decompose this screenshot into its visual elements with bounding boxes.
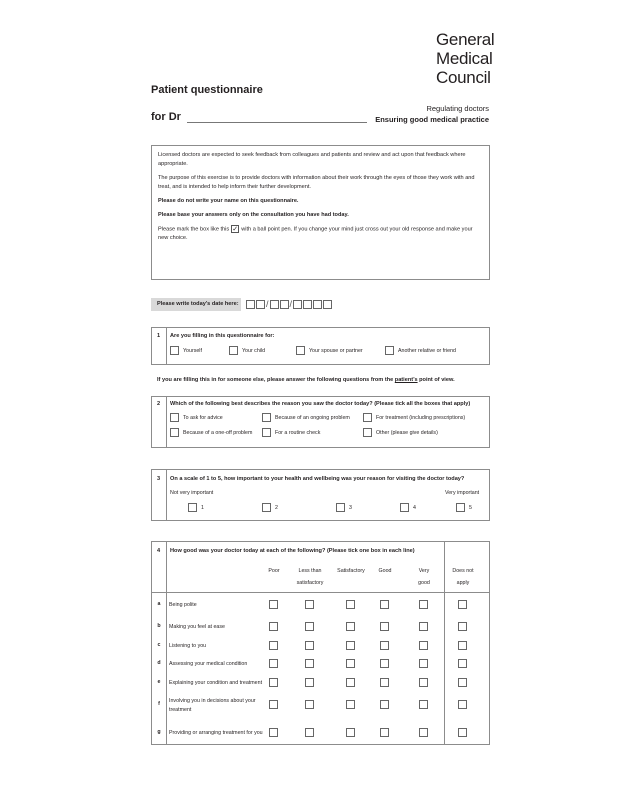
q4-column-header-line-2: good bbox=[418, 580, 430, 586]
q4-row-letter: g bbox=[157, 729, 161, 735]
q4-rating-checkbox[interactable] bbox=[305, 678, 314, 687]
q2-option-label: Other (please give details) bbox=[376, 429, 438, 436]
q1-option-relative[interactable] bbox=[385, 346, 456, 355]
q4-column-header-line-1: Satisfactory bbox=[337, 568, 365, 574]
q4-row-label: Assessing your medical condition bbox=[169, 661, 248, 667]
q4-row-letter: f bbox=[158, 701, 160, 707]
q4-rating-checkbox[interactable] bbox=[419, 678, 428, 687]
date-year-box-2[interactable] bbox=[303, 300, 312, 309]
q4-rating-checkbox[interactable] bbox=[458, 678, 467, 687]
q4-rating-checkbox[interactable] bbox=[346, 641, 355, 650]
q4-rating-checkbox[interactable] bbox=[346, 600, 355, 609]
checkbox[interactable] bbox=[170, 428, 179, 437]
q4-rating-checkbox[interactable] bbox=[269, 622, 278, 631]
q4-column-header bbox=[443, 565, 483, 589]
date-year-box-1[interactable] bbox=[293, 300, 302, 309]
q4-rating-checkbox[interactable] bbox=[419, 728, 428, 737]
intro-box bbox=[151, 145, 490, 280]
q3-scale-5[interactable] bbox=[456, 503, 472, 512]
q4-rating-checkbox[interactable] bbox=[419, 600, 428, 609]
q3-scale-label: 4 bbox=[413, 504, 416, 511]
q3-scale-3[interactable] bbox=[336, 503, 352, 512]
q4-rating-checkbox[interactable] bbox=[305, 622, 314, 631]
intro-paragraph-2: The purpose of this exercise is to provide doctors with information about their work through the eyes of those they work with and treat, and is intended to help inform their further development. bbox=[158, 175, 475, 190]
question-2-text: Which of the following best describes the reason you saw the doctor today? (Please tick all the boxes that apply) bbox=[170, 401, 471, 407]
q4-row-letter: e bbox=[157, 679, 161, 685]
tagline bbox=[375, 103, 489, 125]
q1-option-yourself[interactable] bbox=[170, 346, 202, 355]
q4-row-label: Involving you in decisions about your treatment bbox=[169, 698, 256, 713]
checkbox[interactable] bbox=[296, 346, 305, 355]
date-month-box-2[interactable] bbox=[280, 300, 289, 309]
q2-option-label: To ask for advice bbox=[183, 414, 223, 421]
q4-row-label: Being polite bbox=[169, 602, 197, 608]
q1-option-label: Another relative or friend bbox=[398, 347, 457, 354]
logo-line-2: Medical bbox=[436, 49, 493, 68]
q3-scale-2[interactable] bbox=[262, 503, 278, 512]
q4-rating-checkbox[interactable] bbox=[419, 700, 428, 709]
q4-rating-checkbox[interactable] bbox=[458, 641, 467, 650]
q4-column-header-line-1: Less than bbox=[298, 568, 322, 574]
example-tick-icon: ✓ bbox=[232, 226, 239, 233]
q4-rating-checkbox[interactable] bbox=[458, 622, 467, 631]
q4-column-header-line-1: Very bbox=[418, 568, 430, 574]
q4-rating-checkbox[interactable] bbox=[458, 659, 467, 668]
page-title: Patient questionnaire bbox=[151, 84, 263, 96]
date-day-box-1[interactable] bbox=[246, 300, 255, 309]
q3-scale-4[interactable] bbox=[400, 503, 416, 512]
doctor-name-line bbox=[151, 111, 367, 123]
q4-rating-checkbox[interactable] bbox=[269, 600, 278, 609]
q4-column-header-line-2: apply bbox=[456, 580, 470, 586]
checkbox[interactable] bbox=[262, 413, 271, 422]
q4-rating-checkbox[interactable] bbox=[419, 641, 428, 650]
q4-rating-checkbox[interactable] bbox=[380, 641, 389, 650]
date-separator-1: / bbox=[266, 299, 269, 309]
q4-rating-checkbox[interactable] bbox=[346, 659, 355, 668]
q4-rating-checkbox[interactable] bbox=[380, 700, 389, 709]
q4-rating-checkbox[interactable] bbox=[380, 600, 389, 609]
question-1-number: 1 bbox=[157, 333, 161, 339]
q4-column-header bbox=[404, 565, 444, 589]
q4-row-letter: b bbox=[157, 623, 161, 629]
note-text: If you are filling this in for someone else, please answer the following questions from the bbox=[157, 377, 395, 383]
date-field bbox=[246, 299, 332, 309]
checkbox[interactable] bbox=[262, 503, 271, 512]
intro-p5-a: Please mark the box like this bbox=[158, 226, 230, 233]
q4-rating-checkbox[interactable] bbox=[305, 700, 314, 709]
intro-paragraph-3: Please do not write your name on this questionnaire. bbox=[158, 198, 299, 204]
q4-rating-checkbox[interactable] bbox=[346, 678, 355, 687]
logo-line-1: General bbox=[436, 30, 495, 49]
patient-point-of-view-note bbox=[157, 377, 455, 383]
checkbox[interactable] bbox=[363, 428, 372, 437]
q4-rating-checkbox[interactable] bbox=[305, 600, 314, 609]
q4-row-letter: c bbox=[157, 642, 161, 648]
checkbox[interactable] bbox=[262, 428, 271, 437]
date-separator-2: / bbox=[289, 299, 293, 309]
checkbox[interactable] bbox=[363, 413, 372, 422]
question-4-number: 4 bbox=[157, 548, 161, 554]
q1-option-label: Your spouse or partner bbox=[309, 347, 363, 354]
q4-rating-checkbox[interactable] bbox=[346, 622, 355, 631]
checkbox[interactable] bbox=[336, 503, 345, 512]
q4-row-label: Making you feel at ease bbox=[169, 624, 225, 630]
intro-paragraph-1: Licensed doctors are expected to seek feedback from colleagues and patients and review and act upon that feedback where appropriate. bbox=[158, 152, 466, 167]
q4-rating-checkbox[interactable] bbox=[380, 659, 389, 668]
q4-rating-checkbox[interactable] bbox=[380, 678, 389, 687]
intro-paragraph-4: Please base your answers only on the consultation you have had today. bbox=[158, 212, 349, 218]
q4-row-label: Providing or arranging treatment for you bbox=[169, 730, 263, 736]
date-day-box-2[interactable] bbox=[256, 300, 265, 309]
q3-high-label: Very important bbox=[445, 490, 480, 496]
q4-rating-checkbox[interactable] bbox=[346, 700, 355, 709]
q2-option-label: For treatment (including prescriptions) bbox=[376, 414, 466, 421]
doctor-name-field[interactable] bbox=[187, 113, 367, 123]
checkbox[interactable] bbox=[456, 503, 465, 512]
checkbox[interactable] bbox=[400, 503, 409, 512]
checkbox[interactable] bbox=[170, 346, 179, 355]
q2-option-other[interactable] bbox=[363, 428, 438, 437]
q2-option-label: For a routine check bbox=[275, 429, 321, 436]
tagline-line-2: Ensuring good medical practice bbox=[375, 115, 489, 124]
q1-option-label: Your child bbox=[242, 347, 266, 354]
q3-low-label: Not very important bbox=[170, 490, 214, 496]
q4-column-header bbox=[254, 565, 294, 577]
checkbox[interactable] bbox=[229, 346, 238, 355]
checkbox[interactable] bbox=[385, 346, 394, 355]
question-3-text: On a scale of 1 to 5, how important to your health and wellbeing was your reason for visiting the doctor today? bbox=[170, 476, 465, 482]
date-year-box-3[interactable] bbox=[313, 300, 322, 309]
q4-rating-checkbox[interactable] bbox=[380, 622, 389, 631]
q4-rating-checkbox[interactable] bbox=[305, 659, 314, 668]
q4-column-header-line-1: Poor bbox=[268, 568, 280, 574]
q4-row-label: Explaining your condition and treatment bbox=[169, 680, 263, 686]
q4-rating-checkbox[interactable] bbox=[305, 641, 314, 650]
q1-option-spouse[interactable] bbox=[296, 346, 363, 355]
q4-column-header-line-1: Does not bbox=[452, 568, 474, 574]
date-label: Please write today’s date here: bbox=[151, 298, 241, 311]
for-dr-label: for Dr bbox=[151, 111, 181, 123]
q4-rating-checkbox[interactable] bbox=[458, 728, 467, 737]
q4-rating-checkbox[interactable] bbox=[346, 728, 355, 737]
date-month-box-1[interactable] bbox=[270, 300, 279, 309]
checkbox[interactable] bbox=[188, 503, 197, 512]
tagline-line-1: Regulating doctors bbox=[426, 104, 489, 113]
q4-rating-checkbox[interactable] bbox=[305, 728, 314, 737]
q4-rating-checkbox[interactable] bbox=[458, 700, 467, 709]
date-year-box-4[interactable] bbox=[323, 300, 332, 309]
q3-scale-label: 3 bbox=[349, 504, 352, 511]
q2-option-treatment[interactable] bbox=[363, 413, 465, 422]
q4-column-header bbox=[290, 565, 330, 589]
q1-option-your-child[interactable] bbox=[229, 346, 265, 355]
q2-option-ongoing[interactable] bbox=[262, 413, 350, 422]
q4-row-letter: a bbox=[157, 601, 161, 607]
checkbox[interactable] bbox=[170, 413, 179, 422]
q4-row-label: Listening to you bbox=[169, 643, 207, 649]
q4-rating-checkbox[interactable] bbox=[419, 622, 428, 631]
q2-option-label: Because of a one-off problem bbox=[183, 429, 253, 436]
q1-option-label: Yourself bbox=[183, 347, 202, 354]
q4-rating-checkbox[interactable] bbox=[269, 659, 278, 668]
q4-rating-checkbox[interactable] bbox=[269, 641, 278, 650]
q3-scale-label: 5 bbox=[469, 504, 472, 511]
q4-rating-checkbox[interactable] bbox=[380, 728, 389, 737]
q4-rating-checkbox[interactable] bbox=[419, 659, 428, 668]
q2-option-label: Because of an ongoing problem bbox=[275, 414, 350, 421]
gmc-logo bbox=[436, 30, 516, 87]
q4-column-header bbox=[365, 565, 405, 577]
q4-rating-checkbox[interactable] bbox=[269, 728, 278, 737]
q4-row-letter: d bbox=[157, 660, 161, 666]
q3-scale-label: 2 bbox=[275, 504, 278, 511]
q4-column-header-line-1: Good bbox=[378, 568, 392, 574]
q3-scale-label: 1 bbox=[201, 504, 204, 511]
question-1-text: Are you filling in this questionnaire for: bbox=[170, 333, 275, 339]
q4-rating-checkbox[interactable] bbox=[269, 700, 278, 709]
note-underlined: patient’s bbox=[394, 377, 418, 383]
note-text-end: point of view. bbox=[417, 377, 455, 383]
q4-rating-checkbox[interactable] bbox=[269, 678, 278, 687]
q2-option-advice[interactable] bbox=[170, 413, 223, 422]
question-3-number: 3 bbox=[157, 476, 161, 482]
intro-p5-b: with a ball point pen. If you change your mind just cross out your old response and make your new choice. bbox=[158, 226, 473, 242]
question-2-number: 2 bbox=[157, 401, 161, 407]
q2-option-routine[interactable] bbox=[262, 428, 320, 437]
logo-line-3: Council bbox=[436, 68, 491, 87]
q2-option-one-off[interactable] bbox=[170, 428, 252, 437]
question-4-text: How good was your doctor today at each of the following? (Please tick one box in each line) bbox=[170, 548, 415, 554]
intro-paragraph-5 bbox=[158, 225, 483, 243]
q4-column-header-line-2: satisfactory bbox=[296, 580, 324, 586]
q4-rating-checkbox[interactable] bbox=[458, 600, 467, 609]
q3-scale-1[interactable] bbox=[188, 503, 204, 512]
